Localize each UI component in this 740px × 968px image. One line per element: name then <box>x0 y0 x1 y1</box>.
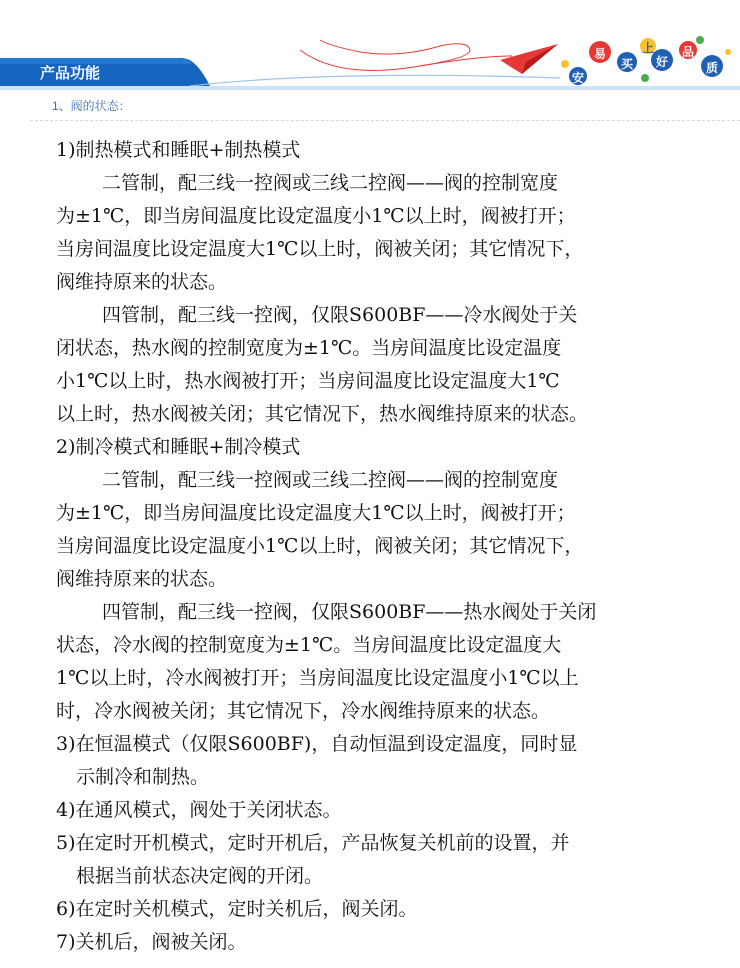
heading-heating-mode: 1)制热模式和睡眠+制热模式 <box>56 139 301 161</box>
text-line: 阀维持原来的状态。 <box>56 271 228 293</box>
slogan-char: 易 <box>594 47 607 61</box>
slogan-char: 上 <box>642 41 655 55</box>
slogan-char: 质 <box>706 61 719 75</box>
text-line: 为±1℃，即当房间温度比设定温度大1℃以上时，阀被打开； <box>56 502 576 524</box>
slogan-char: 买 <box>621 57 634 71</box>
heading-ventilation-mode: 4)在通风模式，阀处于关闭状态。 <box>56 799 342 821</box>
text-line: 以上时，热水阀被关闭；其它情况下，热水阀维持原来的状态。 <box>56 403 589 425</box>
text-line: 阀维持原来的状态。 <box>56 568 228 590</box>
body-text <box>56 134 726 959</box>
section-header <box>0 0 740 120</box>
heading-constant-temp-mode: 3)在恒温模式（仅限S600BF)，自动恒温到设定温度，同时显 <box>56 733 578 755</box>
text-line: 示制冷和制热。 <box>76 766 210 788</box>
heading-cooling-mode: 2)制冷模式和睡眠+制冷模式 <box>56 436 301 458</box>
text-line: 闭状态，热水阀的控制宽度为±1℃。当房间温度比设定温度 <box>56 337 562 359</box>
slogan-char: 好 <box>656 55 669 69</box>
text-line: 四管制，配三线一控阀，仅限S600BF——热水阀处于关闭 <box>102 601 597 623</box>
divider <box>30 120 740 121</box>
slogan-char: 安 <box>572 71 585 85</box>
heading-power-off: 7)关机后，阀被关闭。 <box>56 931 247 953</box>
text-line: 二管制，配三线一控阀或三线二控阀——阀的控制宽度 <box>102 469 559 491</box>
heading-timer-on-mode: 5)在定时开机模式，定时开机后，产品恢复关机前的设置，并 <box>56 832 570 854</box>
text-line: 当房间温度比设定温度大1℃以上时，阀被关闭；其它情况下， <box>56 238 584 260</box>
text-line: 根据当前状态决定阀的开闭。 <box>76 865 324 887</box>
section-title: 产品功能 <box>40 65 101 82</box>
subsection-title: 1、阀的状态： <box>52 99 131 113</box>
text-line: 小1℃以上时，热水阀被打开；当房间温度比设定温度大1℃ <box>56 370 560 392</box>
text-line: 时，冷水阀被关闭；其它情况下，冷水阀维持原来的状态。 <box>56 700 551 722</box>
text-line: 为±1℃，即当房间温度比设定温度小1℃以上时，阀被打开； <box>56 205 576 227</box>
text-line: 1℃以上时，冷水阀被打开；当房间温度比设定温度小1℃以上 <box>56 667 579 689</box>
text-line: 状态，冷水阀的控制宽度为±1℃。当房间温度比设定温度大 <box>56 634 562 656</box>
slogan-char: 品 <box>682 45 695 59</box>
text-line: 四管制，配三线一控阀，仅限S600BF——冷水阀处于关 <box>102 304 578 326</box>
paper-plane-icon <box>500 44 558 74</box>
text-line: 二管制，配三线一控阀或三线二控阀——阀的控制宽度 <box>102 172 559 194</box>
text-line: 当房间温度比设定温度小1℃以上时，阀被关闭；其它情况下， <box>56 535 584 557</box>
heading-timer-off-mode: 6)在定时关机模式，定时关机后，阀关闭。 <box>56 898 418 920</box>
